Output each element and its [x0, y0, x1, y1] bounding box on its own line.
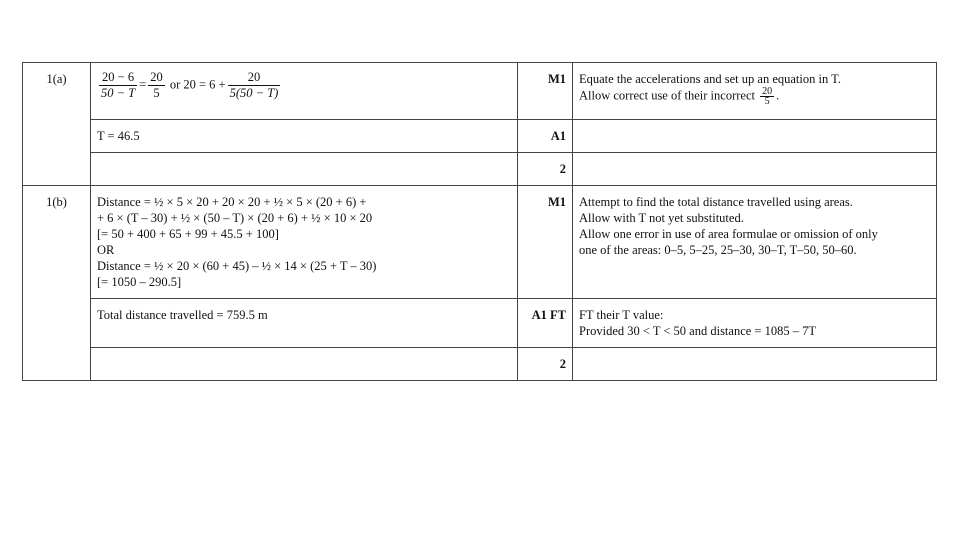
- table-row-1b-answer: [23, 299, 937, 348]
- fraction-lhs: $\frac{20 - 6}{50 - T}$: [101, 70, 136, 100]
- mark-1a-m1: M1: [518, 63, 573, 120]
- mark-1b-a1ft: A1 FT: [518, 299, 573, 348]
- question-label-1b: 1(b): [23, 186, 91, 381]
- working-line: [= 1050 – 290.5]: [97, 275, 182, 289]
- empty-guidance-1a-total: [573, 153, 937, 186]
- fraction-mid: $\frac{20}{5}$: [150, 70, 163, 100]
- answer-cell-1a: $\frac{20 - 6}{50 - T}$ = $\frac{20}{5}$ or 20 = 6 + $\frac{20}{5(50 - T)}$: [91, 63, 518, 120]
- table-row-1a: [23, 63, 937, 120]
- guidance-1a-answer: [573, 120, 937, 153]
- total-mark-1a: 2: [518, 153, 573, 186]
- empty-guidance-1b-total: [573, 348, 937, 381]
- answer-value-1b: Total distance travelled = 759.5 m: [91, 299, 518, 348]
- fraction-rhs: $\frac{20}{5(50 - T)}$: [229, 70, 279, 100]
- empty-cell-1a-total: [91, 153, 518, 186]
- equation-or-text: or 20 = 6 +: [169, 77, 226, 92]
- table-row-1a-answer: [23, 120, 937, 153]
- working-line: Distance = ½ × 5 × 20 + 20 × 20 + ½ × 5 × (20 + 6) +: [97, 195, 367, 209]
- mark-1b-m1: M1: [518, 186, 573, 299]
- empty-cell-1b-total: [91, 348, 518, 381]
- question-label-1a: 1(a): [23, 63, 91, 186]
- table-row-1a-total: [23, 153, 937, 186]
- mark-scheme-table: [22, 62, 937, 381]
- table-row-1b-total: [23, 348, 937, 381]
- working-line: Distance = ½ × 20 × (60 + 45) – ½ × 14 × (25 + T – 30): [97, 259, 377, 273]
- answer-cell-1b: [91, 186, 518, 299]
- mark-1a-a1: A1: [518, 120, 573, 153]
- working-line: OR: [97, 243, 115, 257]
- guidance-1b: Attempt to find the total distance travelled using areas. Allow with T not yet substituted. Allow one error in use of area formulae or omission of only one of the areas: 0–5, 5–25, 25–30, 30–T, T–50, 50–60.: [573, 186, 937, 299]
- guidance-1a: Equate the accelerations and set up an equation in T. Allow correct use of their incorrect $\frac{20}{5}$ .: [573, 63, 937, 120]
- table-row-1b: [23, 186, 937, 299]
- answer-value-1a: T = 46.5: [91, 120, 518, 153]
- guidance-fraction: $\frac{20}{5}$: [762, 86, 773, 107]
- guidance-1b-answer: FT their T value: Provided 30 < T < 50 and distance = 1085 – 7T: [573, 299, 937, 348]
- working-line: [= 50 + 400 + 65 + 99 + 45.5 + 100]: [97, 227, 279, 241]
- total-mark-1b: 2: [518, 348, 573, 381]
- working-line: + 6 × (T – 30) + ½ × (50 – T) × (20 + 6) + ½ × 10 × 20: [97, 211, 373, 225]
